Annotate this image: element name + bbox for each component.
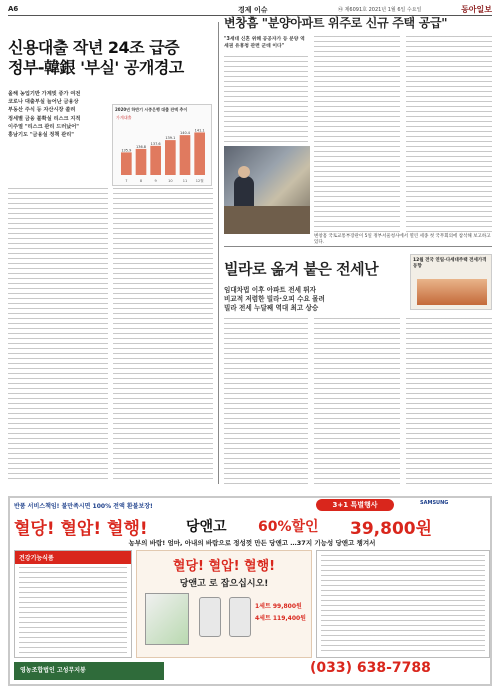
ad-right-panel bbox=[316, 550, 490, 658]
chart-tick-label: 7 bbox=[125, 179, 128, 183]
chart-data-label: 140.4 bbox=[179, 131, 191, 136]
chart-plot bbox=[113, 125, 211, 185]
chart-bar bbox=[121, 152, 132, 175]
chart-bar bbox=[165, 140, 176, 175]
chart-bar bbox=[136, 149, 147, 175]
ad-phone: (033) 638-7788 bbox=[310, 660, 431, 676]
chart-tick-label: 10 bbox=[168, 179, 173, 183]
issue-date: ㉰ 제6091호 2021년 1월 6일 수요일 bbox=[338, 7, 422, 13]
article3-body-col1 bbox=[224, 318, 308, 484]
chart-data-label: 135.9 bbox=[121, 148, 132, 153]
chart-data-label: 136.8 bbox=[135, 144, 147, 149]
column-divider bbox=[218, 22, 219, 484]
article-divider bbox=[224, 246, 492, 247]
chart-bar bbox=[150, 146, 161, 175]
ad-center-slogan: 당앤고 로 잡으십시오! bbox=[179, 579, 269, 589]
product-box-icon bbox=[145, 593, 189, 645]
chart-tick-label: 8 bbox=[139, 179, 143, 183]
chart-title: 2020년 하반기 시중은행 대출 잔액 추이 bbox=[115, 107, 188, 112]
section-title: 경제 이슈 bbox=[238, 6, 268, 14]
ad-brand: 당앤고 bbox=[186, 519, 227, 535]
ad-headline: 혈당! 혈압! 혈행! bbox=[14, 519, 148, 539]
article2-headline: 변창흠 "분양아파트 위주로 신규 주택 공급" bbox=[224, 16, 448, 30]
chart-tick-label: 11 bbox=[182, 179, 188, 183]
article1-lead: 올해 농업기반 가계빚 증가 여전 코로나 대출부실 늘어난 금융상 부동산 주식 등 자산시장 쏠려 정세별 금융 불확실 리스크 지적 이주열 "리스크 관리 드러났어" 홍남기도 "금융실 정책 관리" bbox=[8, 91, 81, 139]
page-number: A6 bbox=[8, 5, 19, 13]
article3-headline: 빌라로 옮겨 붙은 전세난 bbox=[224, 260, 379, 278]
chart-bar bbox=[180, 135, 191, 175]
ad-subline: 농부의 바람! 엄마, 아내의 바람으로 정성껏 만든 당앤고 …37지 기능성 당앤고 챙겨서 bbox=[128, 539, 376, 547]
ad-company: 영농조합법인 고성무지봉 bbox=[14, 662, 164, 680]
ad-brand-mark: SAMSUNG bbox=[420, 500, 449, 506]
article2-body-col1 bbox=[224, 56, 308, 144]
product-bottle-icon bbox=[199, 597, 221, 637]
photo-caption: 변창흠 국토교통부장관이 5일 정부서울청사에서 열린 세종 첫 국무회의에 참석해 보고하고 있다. bbox=[314, 234, 491, 245]
chart-data-label: 141.1 bbox=[194, 128, 205, 133]
article2-body-col3 bbox=[406, 36, 492, 232]
jeonse-graphic: 12월 전국 연립·다세대주택 전세가격 동향 bbox=[410, 254, 492, 310]
ad-offers: 1세트 99,800원 4세트 119,400원 bbox=[255, 603, 306, 622]
article3-body-col3 bbox=[406, 318, 492, 484]
ad-center-headline: 혈당! 혈압! 혈행! bbox=[172, 559, 276, 574]
article3-body-col2 bbox=[314, 318, 400, 484]
article3-lead: 임대차법 이후 아파트 전세 뛰자 비교적 저렴한 빌라·오피 수요 몰려 빌라 전세 누달째 역대 최고 상승 bbox=[224, 286, 325, 312]
product-bottle-icon bbox=[229, 597, 251, 637]
article1-headline: 신용대출 작년 24조 급증 정부-韓銀 '부실' 공개경고 bbox=[8, 38, 184, 77]
ad-left-panel: 건강기능식품 bbox=[14, 550, 132, 658]
chart-legend: 가계대출 bbox=[116, 115, 132, 120]
chart-data-label: 139.1 bbox=[165, 136, 176, 141]
article2-lead: "3세대 신혼 위해 공공자가 등 분양 역세권 유휴청 관련 군데 이다" bbox=[224, 37, 305, 49]
ad-top-note: 반품 서비스책임! 불만족시면 100% 전액 환불보장! bbox=[14, 503, 153, 510]
meeting-photo bbox=[224, 146, 310, 234]
article1-body-col2 bbox=[113, 188, 213, 483]
newspaper-logo: 동아일보 bbox=[461, 4, 492, 14]
ad-badge: 3+1 특별행사 bbox=[316, 499, 394, 511]
ad-discount: 60%할인 bbox=[258, 519, 319, 535]
chart-tick-label: 9 bbox=[154, 179, 157, 183]
article2-body-col2 bbox=[314, 36, 400, 232]
ad-price: 39,800원 bbox=[350, 519, 433, 539]
loan-chart bbox=[112, 104, 212, 186]
chart-data-label: 137.6 bbox=[150, 141, 161, 146]
chart-tick-label: 12월 bbox=[195, 179, 204, 183]
chart-bar bbox=[194, 132, 205, 175]
article1-body-col1 bbox=[8, 188, 108, 483]
advertisement bbox=[8, 496, 492, 686]
ad-center-panel bbox=[136, 550, 312, 658]
